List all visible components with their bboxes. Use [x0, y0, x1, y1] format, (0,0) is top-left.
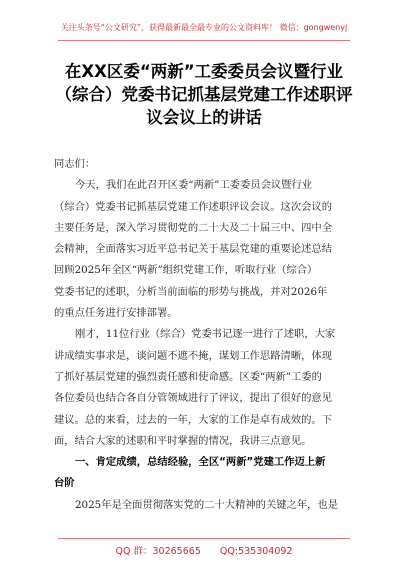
paragraph-line: 讲成绩实事求是，谈问题不遮不掩，谋划工作思路清晰，体现 — [54, 349, 333, 362]
paragraph-line: 的重点任务进行安排部署。 — [54, 307, 178, 320]
paragraph-line: 回顾2025年全区“两新”组织党建工作，听取行业（综合） — [54, 264, 318, 277]
header-note: 关注头条号“公文研究”，获得最新最全最专业的公文资料库！ 微信：gongwenyj — [60, 23, 348, 32]
footer-qq: QQ:535304092 — [219, 546, 293, 557]
title-line: 在XX区委“两新”工委委员会议暨行业 — [64, 62, 344, 81]
section-heading: 一、肯定成绩，总结经验，全区“两新”党建工作迈上新 — [75, 456, 326, 469]
footer-contact — [0, 543, 408, 557]
paragraph-line: 建议。总的来看，过去的一年，大家的工作是卓有成效的。下 — [54, 413, 333, 426]
paragraph-line: 面，结合大家的述职和平时掌握的情况，我讲三点意见。 — [54, 434, 312, 447]
footer-divider — [58, 538, 350, 539]
title-line: （综合）党委书记抓基层党建工作述职评 — [55, 85, 353, 104]
paragraph-line: 了抓好基层党建的强烈责任感和使命感。区委“两新”工委的 — [54, 370, 322, 383]
paragraph-line: 今天，我们在此召开区委“两新”工委委员会议暨行业 — [75, 179, 313, 192]
paragraph-line: 主要任务是，深入学习贯彻党的二十大及二十届三中、四中全 — [54, 221, 333, 234]
document-title — [42, 60, 366, 129]
paragraph-line: 党委书记的述职，分析当前面临的形势与挑战，并对2026年 — [54, 285, 328, 298]
footer-qq-group: QQ 群：30265665 — [115, 546, 201, 557]
paragraph-line: 2025年是全面贯彻落实党的二十大精神的关键之年，也是 — [75, 498, 339, 511]
document-body — [54, 154, 354, 516]
title-line: 议会议上的讲话 — [146, 108, 262, 127]
paragraph-line: （综合）党委书记抓基层党建工作述职评议会议。这次会议的 — [54, 200, 333, 213]
paragraph-line: 各位委员也结合各自分管领域进行了评议，提出了很好的意见 — [54, 392, 333, 405]
section-heading: 台阶 — [54, 477, 75, 490]
header-divider — [58, 40, 350, 41]
paragraph-line: 会精神，全面落实习近平总书记关于基层党建的重要论述总结 — [54, 243, 333, 256]
salutation: 同志们： — [54, 158, 96, 170]
paragraph-line: 刚才，11位行业（综合）党委书记逐一进行了述职，大家 — [75, 328, 336, 341]
